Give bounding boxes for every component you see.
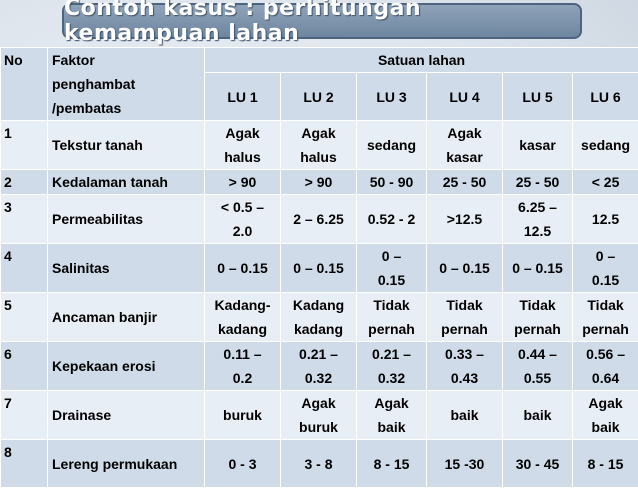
cell-line: >12.5 — [429, 207, 500, 231]
cell-line: baik — [359, 415, 424, 439]
unit-value-cell — [205, 244, 281, 293]
cell-line: < 0.5 – — [207, 195, 278, 219]
cell-line: 0.21 – — [359, 342, 424, 366]
unit-value-cell — [427, 195, 503, 244]
factor-name: Ancaman banjir — [48, 293, 205, 342]
cell-line: 2.0 — [207, 219, 278, 243]
unit-value-cell — [357, 244, 427, 293]
unit-value-cell — [281, 342, 357, 391]
table-row — [1, 293, 638, 342]
cell-line: 0 – 0.15 — [429, 256, 500, 280]
cell-line: 8 - 15 — [575, 452, 636, 476]
cell-line: 0 - 3 — [207, 452, 278, 476]
table-row — [1, 195, 638, 244]
table-row — [1, 440, 638, 488]
cell-line: Agak — [359, 391, 424, 415]
cell-line: kasar — [429, 145, 500, 169]
unit-value-cell — [205, 440, 281, 488]
unit-value-cell — [503, 121, 573, 170]
cell-line: 12.5 — [575, 207, 636, 231]
header-factor-line: /pembatas — [52, 96, 202, 120]
unit-value-cell — [427, 342, 503, 391]
unit-value-cell — [281, 391, 357, 440]
cell-line: kadang — [283, 317, 354, 341]
cell-line: Kadang — [283, 293, 354, 317]
unit-value-cell — [427, 440, 503, 488]
cell-line: sedang — [575, 133, 636, 157]
cell-line: > 90 — [283, 170, 354, 194]
unit-value-cell — [357, 440, 427, 488]
factor-name: Kedalaman tanah — [48, 170, 205, 195]
cell-line: kasar — [505, 133, 570, 157]
header-unit: LU 6 — [573, 73, 638, 121]
cell-line: halus — [283, 145, 354, 169]
cell-line: < 25 — [575, 170, 636, 194]
cell-line: 3 - 8 — [283, 452, 354, 476]
unit-value-cell — [205, 293, 281, 342]
slide-title-bar — [62, 3, 582, 39]
cell-line: 25 - 50 — [429, 170, 500, 194]
table-row — [1, 391, 638, 440]
cell-line: 0.56 – — [575, 342, 636, 366]
factor-name: Drainase — [48, 391, 205, 440]
table-row — [1, 170, 638, 195]
cell-line: 0.64 — [575, 366, 636, 390]
unit-value-cell — [205, 121, 281, 170]
cell-line: 0 – 0.15 — [283, 256, 354, 280]
cell-line: halus — [207, 145, 278, 169]
cell-line: 0 – 0.15 — [207, 256, 278, 280]
unit-value-cell — [281, 170, 357, 195]
cell-line: 0.43 — [429, 366, 500, 390]
unit-value-cell — [573, 121, 638, 170]
unit-value-cell — [357, 170, 427, 195]
cell-line: kadang — [207, 317, 278, 341]
unit-value-cell — [503, 170, 573, 195]
unit-value-cell — [427, 293, 503, 342]
cell-line: 0 – 0.15 — [505, 256, 570, 280]
header-unit: LU 3 — [357, 73, 427, 121]
factor-name: Tekstur tanah — [48, 121, 205, 170]
row-number: 6 — [1, 342, 48, 391]
row-number: 3 — [1, 195, 48, 244]
unit-value-cell — [427, 244, 503, 293]
cell-line: Agak — [207, 121, 278, 145]
cell-line: 0.2 — [207, 366, 278, 390]
unit-value-cell — [503, 244, 573, 293]
cell-line: Tidak — [429, 293, 500, 317]
cell-line: 0.15 — [359, 268, 424, 292]
cell-line: Kadang- — [207, 293, 278, 317]
cell-line: 0.32 — [283, 366, 354, 390]
row-number: 4 — [1, 244, 48, 293]
unit-value-cell — [205, 342, 281, 391]
table-row — [1, 121, 638, 170]
cell-line: buruk — [207, 403, 278, 427]
header-factor-line: Faktor — [52, 48, 202, 72]
header-factor — [48, 48, 205, 121]
land-capability-table — [0, 47, 638, 488]
row-number: 5 — [1, 293, 48, 342]
unit-value-cell — [503, 342, 573, 391]
cell-line: pernah — [359, 317, 424, 341]
cell-line: 15 -30 — [429, 452, 500, 476]
cell-line: Agak — [575, 391, 636, 415]
unit-value-cell — [281, 244, 357, 293]
unit-value-cell — [573, 342, 638, 391]
cell-line: 0.11 – — [207, 342, 278, 366]
header-satuan-lahan: Satuan lahan — [205, 48, 638, 73]
cell-line: 0.52 - 2 — [359, 207, 424, 231]
factor-name: Kepekaan erosi — [48, 342, 205, 391]
header-factor-line: penghambat — [52, 72, 202, 96]
cell-line: 30 - 45 — [505, 452, 570, 476]
cell-line: Tidak — [505, 293, 570, 317]
cell-line: 50 - 90 — [359, 170, 424, 194]
cell-line: 0.15 — [575, 268, 636, 292]
unit-value-cell — [205, 391, 281, 440]
unit-value-cell — [357, 293, 427, 342]
cell-line: > 90 — [207, 170, 278, 194]
row-number: 7 — [1, 391, 48, 440]
unit-value-cell — [205, 170, 281, 195]
cell-line: 0 – — [359, 244, 424, 268]
header-unit: LU 2 — [281, 73, 357, 121]
header-no: No — [1, 48, 48, 121]
table-row — [1, 244, 638, 293]
unit-value-cell — [503, 293, 573, 342]
unit-value-cell — [503, 391, 573, 440]
unit-value-cell — [573, 440, 638, 488]
factor-name: Salinitas — [48, 244, 205, 293]
cell-line: baik — [575, 415, 636, 439]
cell-line: baik — [429, 403, 500, 427]
factor-name: Permeabilitas — [48, 195, 205, 244]
cell-line: Agak — [429, 121, 500, 145]
header-unit: LU 5 — [503, 73, 573, 121]
unit-value-cell — [503, 440, 573, 488]
header-unit: LU 4 — [427, 73, 503, 121]
cell-line: sedang — [359, 133, 424, 157]
cell-line: 0.32 — [359, 366, 424, 390]
cell-line: 0.44 – — [505, 342, 570, 366]
cell-line: pernah — [429, 317, 500, 341]
unit-value-cell — [573, 293, 638, 342]
cell-line: 0 – — [575, 244, 636, 268]
cell-line: 12.5 — [505, 219, 570, 243]
unit-value-cell — [281, 440, 357, 488]
unit-value-cell — [357, 195, 427, 244]
header-unit: LU 1 — [205, 73, 281, 121]
unit-value-cell — [427, 391, 503, 440]
unit-value-cell — [281, 121, 357, 170]
cell-line: 0.55 — [505, 366, 570, 390]
cell-line: buruk — [283, 415, 354, 439]
cell-line: Tidak — [359, 293, 424, 317]
cell-line: 0.33 – — [429, 342, 500, 366]
unit-value-cell — [205, 195, 281, 244]
slide-title: Contoh kasus : perhitungan kemampuan lahan — [64, 0, 580, 46]
unit-value-cell — [281, 195, 357, 244]
cell-line: Agak — [283, 121, 354, 145]
unit-value-cell — [357, 121, 427, 170]
unit-value-cell — [573, 170, 638, 195]
unit-value-cell — [573, 244, 638, 293]
cell-line: Agak — [283, 391, 354, 415]
cell-line: 25 - 50 — [505, 170, 570, 194]
factor-name: Lereng permukaan — [48, 440, 205, 488]
cell-line: 8 - 15 — [359, 452, 424, 476]
unit-value-cell — [503, 195, 573, 244]
unit-value-cell — [357, 342, 427, 391]
row-number: 2 — [1, 170, 48, 195]
unit-value-cell — [357, 391, 427, 440]
row-number: 8 — [1, 440, 48, 488]
cell-line: 2 – 6.25 — [283, 207, 354, 231]
cell-line: 0.21 – — [283, 342, 354, 366]
cell-line: Tidak — [575, 293, 636, 317]
table-row — [1, 342, 638, 391]
unit-value-cell — [281, 293, 357, 342]
unit-value-cell — [573, 391, 638, 440]
cell-line: pernah — [575, 317, 636, 341]
row-number: 1 — [1, 121, 48, 170]
cell-line: pernah — [505, 317, 570, 341]
cell-line: baik — [505, 403, 570, 427]
unit-value-cell — [573, 195, 638, 244]
unit-value-cell — [427, 121, 503, 170]
unit-value-cell — [427, 170, 503, 195]
cell-line: 6.25 – — [505, 195, 570, 219]
